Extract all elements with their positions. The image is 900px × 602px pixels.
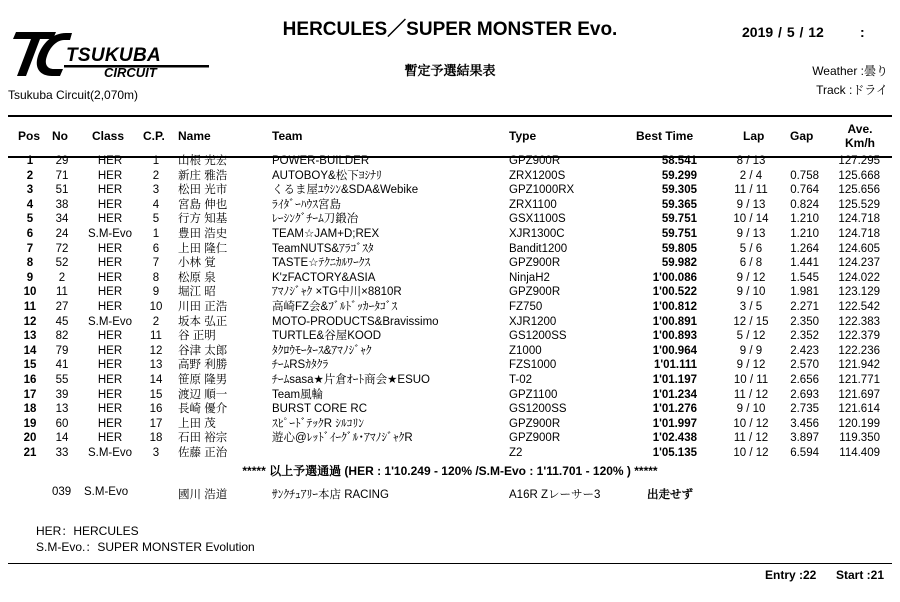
cell-gap: 0.764: [790, 184, 819, 197]
table-row: [0, 212, 900, 227]
cell-type: ZRX1200S: [509, 169, 566, 182]
cell-team: 高崎FZ会&ﾌﾞﾙﾄﾞｯｶｰﾀｺﾞｽ: [272, 300, 398, 313]
cell-best-time: 59.305: [661, 184, 697, 197]
header-cp: C.P.: [143, 129, 165, 143]
cell-type: GS1200SS: [509, 330, 567, 343]
cell-best-time: 1'01.234: [652, 388, 697, 401]
cell-best-time: 1'01.111: [653, 359, 697, 372]
cell-lap: 11 / 12: [733, 432, 769, 445]
cell-team: POWER-BUILDER: [272, 155, 370, 167]
cell-name: 高野 利勝: [178, 359, 228, 372]
cell-cp: 17: [149, 417, 163, 430]
cell-cp: 2: [152, 315, 160, 328]
cell-pos: 17: [23, 388, 37, 401]
cell-team: ﾁｰﾑsasa★片倉ｵｰﾄ商会★ESUO: [272, 373, 431, 386]
cell-lap: 11 / 11: [734, 184, 768, 197]
cell-name: 石田 裕宗: [178, 432, 228, 445]
cell-name: 行方 知基: [178, 213, 228, 226]
cell-lap: 11 / 12: [733, 388, 769, 401]
cell-best-time: 59.365: [661, 198, 697, 211]
cell-ave: 125.668: [838, 169, 880, 182]
cell-gap: 3.456: [790, 417, 819, 430]
page-title: HERCULES／SUPER MONSTER Evo.: [282, 19, 618, 40]
cell-cp: 15: [149, 388, 163, 401]
cell-name: 谷津 太郎: [178, 344, 228, 357]
table-row: [0, 256, 900, 271]
header-best-time: Best Time: [636, 129, 694, 143]
cell-no: 14: [55, 432, 69, 445]
cell-ave: 121.614: [838, 403, 880, 416]
cell-name: 松原 泉: [178, 271, 216, 284]
cell-class: HER: [97, 403, 123, 416]
cell-cp: 12: [149, 344, 163, 357]
cell-best-time: 1'05.135: [652, 446, 697, 459]
cell-best-time: 59.805: [661, 242, 697, 255]
table-row: [0, 169, 900, 184]
cell-best-time: 1'00.812: [652, 300, 697, 313]
header-name: Name: [178, 129, 211, 143]
cell-name: 笹原 隆男: [178, 373, 228, 386]
cell-lap: 2 / 4: [739, 169, 763, 182]
cell-gap: 1.210: [790, 227, 819, 240]
cell-name: 新庄 雅浩: [178, 169, 228, 182]
cell-pos: 11: [23, 300, 37, 313]
cell-no: 45: [55, 315, 69, 328]
cell-pos: 3: [26, 184, 34, 197]
table-row: [0, 329, 900, 344]
cell-lap: 9 / 12: [736, 271, 766, 284]
cell-no: 55: [55, 373, 69, 386]
track-info: Track :ドライ: [816, 83, 888, 97]
cell-best-time: 1'00.891: [652, 315, 697, 328]
dns-row: [0, 486, 900, 501]
dns-team: ｻﾝｸﾁｭｱﾘｰ本店 RACING: [272, 489, 389, 501]
cell-team: TEAM☆JAM+D;REX: [272, 227, 380, 240]
cell-type: GPZ900R: [509, 432, 561, 445]
table-row: [0, 154, 900, 169]
date-colon: :: [860, 24, 865, 40]
cell-class: HER: [97, 300, 123, 313]
cell-type: ZRX1100: [509, 198, 557, 211]
cell-type: NinjaH2: [509, 271, 550, 284]
cell-gap: 3.897: [790, 432, 819, 445]
cell-type: GPZ900R: [509, 257, 561, 270]
table-row: [0, 431, 900, 446]
cell-class: HER: [97, 388, 123, 401]
cell-name: 堀江 昭: [178, 286, 216, 299]
cell-pos: 2: [26, 169, 34, 182]
cell-cp: 7: [152, 257, 160, 270]
cell-team: TURTLE&谷屋KOOD: [272, 330, 382, 343]
cell-type: GPZ1100: [509, 388, 558, 401]
cell-pos: 15: [23, 359, 37, 372]
cell-no: 82: [55, 330, 69, 343]
cell-class: HER: [97, 271, 123, 284]
cell-pos: 19: [23, 417, 37, 430]
cell-name: 長崎 優介: [178, 403, 228, 416]
cell-lap: 9 / 10: [736, 403, 766, 416]
cell-ave: 119.350: [839, 432, 880, 445]
cell-lap: 9 / 13: [736, 227, 766, 240]
cell-class: HER: [97, 432, 123, 445]
cell-class: HER: [97, 242, 123, 255]
cell-name: 上田 隆仁: [178, 242, 228, 255]
cell-type: FZ750: [509, 300, 543, 313]
cell-pos: 13: [23, 330, 37, 343]
cell-cp: 11: [150, 330, 162, 343]
cell-ave: 121.942: [838, 359, 880, 372]
header-ave-label: Ave.: [847, 122, 873, 136]
cell-best-time: 1'00.522: [652, 286, 697, 299]
cell-cp: 2: [152, 169, 160, 182]
cell-pos: 12: [23, 315, 37, 328]
cell-class: HER: [97, 169, 123, 182]
cell-team: TeamNUTS&ｱﾗｺﾞｽﾀ: [272, 242, 374, 255]
cell-name: 谷 正明: [178, 330, 216, 343]
cell-type: Z2: [509, 446, 523, 459]
cell-cp: 16: [149, 403, 163, 416]
cell-class: HER: [97, 373, 123, 386]
cell-cp: 14: [149, 373, 163, 386]
cell-pos: 5: [26, 213, 34, 226]
cell-gap: 0.758: [790, 169, 819, 182]
cell-lap: 9 / 10: [736, 286, 766, 299]
cell-gap: 1.264: [790, 242, 819, 255]
cell-gap: 1.210: [790, 213, 819, 226]
cell-gap: 2.693: [790, 388, 819, 401]
cell-class: HER: [97, 213, 123, 226]
cell-lap: 9 / 13: [736, 198, 766, 211]
cell-class: HER: [97, 344, 123, 357]
cell-cp: 6: [152, 242, 160, 255]
cell-gap: 1.441: [790, 257, 819, 270]
cell-class: S.M-Evo: [87, 227, 133, 240]
dns-name: 國川 浩道: [178, 489, 228, 501]
cell-lap: 6 / 8: [739, 257, 763, 270]
cell-no: 38: [55, 198, 69, 211]
cell-no: 34: [55, 213, 69, 226]
event-date: 2019 / 5 / 12: [742, 24, 824, 40]
cell-team: ﾗｲﾀﾞｰﾊｳｽ宮島: [272, 198, 341, 211]
table-row: [0, 300, 900, 315]
cell-name: 佐藤 正治: [178, 446, 228, 459]
table-row: [0, 242, 900, 257]
cell-ave: 125.529: [838, 198, 880, 211]
cell-cp: 3: [152, 184, 160, 197]
cell-pos: 9: [26, 271, 34, 284]
cell-class: HER: [97, 359, 123, 372]
cell-pos: 14: [23, 344, 37, 357]
cell-best-time: 59.299: [661, 169, 697, 182]
cell-name: 宮島 伸也: [178, 198, 228, 211]
header-ave-unit: Km/h: [845, 136, 875, 150]
cell-name: 渡辺 順一: [178, 388, 228, 401]
dns-class: S.M-Evo: [84, 486, 129, 498]
cell-ave: 124.022: [838, 271, 880, 284]
cell-type: GS1200SS: [509, 403, 567, 416]
dns-type: A16R Zレーサー3: [509, 489, 601, 501]
cell-team: ｱﾏﾉｼﾞｬｸ ×TG中川×8810R: [272, 286, 402, 299]
table-row: [0, 227, 900, 242]
cell-type: FZS1000: [509, 359, 557, 372]
cell-best-time: 59.751: [661, 227, 697, 240]
table-row: [0, 271, 900, 286]
start-count: Start :21: [836, 568, 885, 582]
cell-lap: 9 / 12: [736, 359, 766, 372]
cell-cp: 3: [152, 446, 160, 459]
cell-gap: 2.735: [790, 403, 819, 416]
cell-gap: 2.271: [790, 300, 819, 313]
cell-class: HER: [97, 257, 123, 270]
cell-ave: 125.656: [838, 184, 880, 197]
tsukuba-circuit-logo: [8, 28, 213, 80]
cell-cp: 1: [152, 155, 160, 167]
cell-lap: 9 / 9: [739, 344, 763, 357]
legend-hercules: HER：HERCULES: [36, 524, 139, 538]
cell-name: 山根 光宏: [178, 155, 228, 167]
cell-no: 33: [55, 446, 69, 459]
cell-pos: 6: [26, 227, 34, 240]
cell-cp: 18: [149, 432, 163, 445]
qualification-cutoff-line: ***** 以上予選通過 (HER : 1'10.249 - 120% /S.M-Evo : 1'11.701 - 120% ) *****: [242, 464, 658, 478]
cell-name: 小林 覚: [178, 257, 216, 270]
cell-gap: 1.545: [790, 271, 819, 284]
table-row: [0, 285, 900, 300]
table-row: [0, 388, 900, 403]
cell-best-time: 1'01.276: [652, 403, 697, 416]
cell-type: GPZ900R: [509, 286, 561, 299]
cell-best-time: 1'02.438: [652, 432, 697, 445]
cell-lap: 8 / 13: [736, 155, 766, 167]
circuit-info: Tsukuba Circuit(2,070m): [8, 88, 139, 102]
cell-type: XJR1200: [509, 315, 557, 328]
cell-cp: 13: [149, 359, 163, 372]
cell-no: 71: [55, 169, 69, 182]
cell-cp: 4: [152, 198, 160, 211]
cell-no: 11: [56, 286, 68, 299]
cell-name: 坂本 弘正: [178, 315, 228, 328]
cell-ave: 124.237: [838, 257, 880, 270]
cell-no: 72: [55, 242, 69, 255]
cell-lap: 10 / 12: [733, 446, 769, 459]
dns-status: 出走せず: [647, 489, 693, 501]
cell-class: HER: [97, 184, 123, 197]
cell-lap: 10 / 14: [733, 213, 769, 226]
cell-gap: 1.981: [790, 286, 819, 299]
cell-ave: 124.605: [838, 242, 880, 255]
table-row: [0, 315, 900, 330]
cell-best-time: 58.541: [661, 155, 697, 167]
cell-ave: 122.236: [838, 344, 880, 357]
cell-team: K'zFACTORY&ASIA: [272, 271, 376, 284]
cell-gap: 0.824: [790, 198, 819, 211]
cell-class: S.M-Evo: [87, 446, 133, 459]
cell-ave: 124.718: [838, 213, 880, 226]
cell-no: 29: [55, 155, 69, 167]
table-row: [0, 183, 900, 198]
cell-ave: 122.383: [838, 315, 880, 328]
table-row: [0, 417, 900, 432]
cell-no: 39: [55, 388, 69, 401]
cell-ave: 123.129: [838, 286, 880, 299]
footer-divider: [8, 563, 892, 564]
header-pos: Pos: [18, 129, 41, 143]
cell-cp: 10: [149, 300, 163, 313]
cell-class: HER: [97, 198, 123, 211]
cell-best-time: 59.751: [661, 213, 697, 226]
dns-no: 039: [52, 486, 72, 498]
cell-lap: 3 / 5: [739, 300, 763, 313]
cell-pos: 16: [23, 373, 37, 386]
cell-type: T-02: [509, 373, 533, 386]
cell-ave: 120.199: [838, 417, 880, 430]
cell-no: 41: [55, 359, 69, 372]
cell-lap: 12 / 15: [733, 315, 769, 328]
cell-gap: 2.352: [790, 330, 819, 343]
table-row: [0, 344, 900, 359]
header-type: Type: [509, 129, 537, 143]
header-no: No: [52, 129, 68, 143]
cell-class: HER: [97, 417, 123, 430]
cell-class: HER: [97, 330, 123, 343]
cell-name: 松田 光市: [178, 184, 228, 197]
cell-type: GPZ1000RX: [509, 184, 575, 197]
cell-ave: 121.697: [838, 388, 880, 401]
cell-lap: 10 / 12: [733, 417, 769, 430]
cell-cp: 1: [152, 227, 160, 240]
cell-no: 79: [55, 344, 69, 357]
cell-gap: 2.423: [790, 344, 819, 357]
cell-team: ﾁｰﾑRSｶﾀｸﾗ: [272, 359, 329, 372]
cell-cp: 9: [152, 286, 160, 299]
cell-lap: 5 / 6: [739, 242, 763, 255]
table-row: [0, 373, 900, 388]
cell-ave: 122.542: [838, 300, 880, 313]
cell-pos: 1: [26, 155, 34, 167]
cell-type: Bandit1200: [509, 242, 568, 255]
cell-no: 60: [55, 417, 69, 430]
cell-team: BURST CORE RC: [272, 403, 367, 416]
cell-type: GSX1100S: [509, 213, 566, 226]
cell-no: 51: [55, 184, 69, 197]
cell-pos: 7: [26, 242, 34, 255]
cell-name: 上田 茂: [178, 417, 216, 430]
cell-type: XJR1300C: [509, 227, 565, 240]
cell-team: TASTE☆ﾃｸﾆｶﾙﾜｰｸｽ: [272, 257, 371, 270]
cell-no: 52: [55, 257, 69, 270]
table-row: [0, 446, 900, 461]
cell-team: くるま屋ﾕｳｼﾝ&SDA&Webike: [272, 184, 419, 197]
cell-team: AUTOBOY&松下ﾖｼﾅﾘ: [272, 169, 382, 182]
cell-ave: 122.379: [838, 330, 880, 343]
cell-pos: 20: [23, 432, 37, 445]
cell-pos: 10: [23, 286, 37, 299]
cell-ave: 121.771: [838, 373, 880, 386]
cell-name: 川田 正浩: [178, 300, 228, 313]
cell-team: ﾚｰｼﾝｸﾞﾁｰﾑ刀鍛冶: [272, 213, 359, 226]
cell-cp: 5: [152, 213, 160, 226]
cell-no: 27: [55, 300, 69, 313]
cell-pos: 21: [23, 446, 37, 459]
cell-team: 遊心@ﾚｯﾄﾞｲｰｸﾞﾙ･ｱﾏﾉｼﾞｬｸR: [272, 432, 413, 445]
cell-best-time: 1'00.964: [652, 344, 697, 357]
cell-best-time: 59.982: [661, 257, 697, 270]
page-subtitle: 暫定予選結果表: [404, 63, 496, 78]
cell-name: 豊田 浩史: [178, 227, 228, 240]
cell-best-time: 1'01.197: [652, 373, 697, 386]
cell-type: Z1000: [509, 344, 542, 357]
cell-best-time: 1'00.893: [652, 330, 697, 343]
cell-class: HER: [97, 286, 123, 299]
legend-super-monster: S.M-Evo.：SUPER MONSTER Evolution: [36, 540, 255, 554]
cell-team: Team風輪: [272, 388, 324, 401]
header-ave: [830, 119, 890, 153]
logo-word: TSUKUBA: [66, 45, 161, 66]
cell-gap: 6.594: [790, 446, 819, 459]
table-row: [0, 402, 900, 417]
cell-type: GPZ900R: [509, 417, 561, 430]
results-table: [0, 154, 900, 460]
table-row: [0, 198, 900, 213]
cell-class: S.M-Evo: [87, 315, 133, 328]
cell-gap: 2.570: [790, 359, 819, 372]
cell-team: ｽﾋﾟｰﾄﾞﾃｯｸR ｼﾙｺﾘﾝ: [272, 417, 364, 430]
cell-no: 2: [58, 271, 66, 284]
cell-pos: 18: [23, 403, 37, 416]
cell-ave: 114.409: [839, 446, 880, 459]
cell-ave: 127.295: [838, 155, 880, 167]
weather-info: Weather :曇り: [812, 64, 888, 78]
cell-gap: 2.350: [790, 315, 819, 328]
cell-gap: 2.656: [790, 373, 819, 386]
cell-best-time: 1'01.997: [652, 417, 697, 430]
cell-lap: 10 / 11: [733, 373, 769, 386]
cell-class: HER: [97, 155, 123, 167]
header-gap: Gap: [790, 129, 814, 143]
table-row: [0, 358, 900, 373]
cell-best-time: 1'00.086: [652, 271, 697, 284]
entry-count: Entry :22: [765, 568, 817, 582]
cell-lap: 5 / 12: [736, 330, 766, 343]
logo-subword: CIRCUIT: [104, 65, 157, 80]
cell-type: GPZ900R: [509, 155, 561, 167]
cell-ave: 124.718: [838, 227, 880, 240]
cell-no: 24: [55, 227, 69, 240]
cell-cp: 8: [152, 271, 160, 284]
cell-pos: 4: [26, 198, 34, 211]
header-team: Team: [272, 129, 303, 143]
cell-no: 13: [55, 403, 69, 416]
cell-team: ﾀｸﾛｳﾓｰﾀｰｽ&ｱﾏﾉｼﾞｬｸ: [272, 344, 372, 357]
header-lap: Lap: [743, 129, 765, 143]
header-class: Class: [92, 129, 125, 143]
cell-pos: 8: [26, 257, 34, 270]
cell-team: MOTO-PRODUCTS&Bravissimo: [272, 315, 439, 328]
